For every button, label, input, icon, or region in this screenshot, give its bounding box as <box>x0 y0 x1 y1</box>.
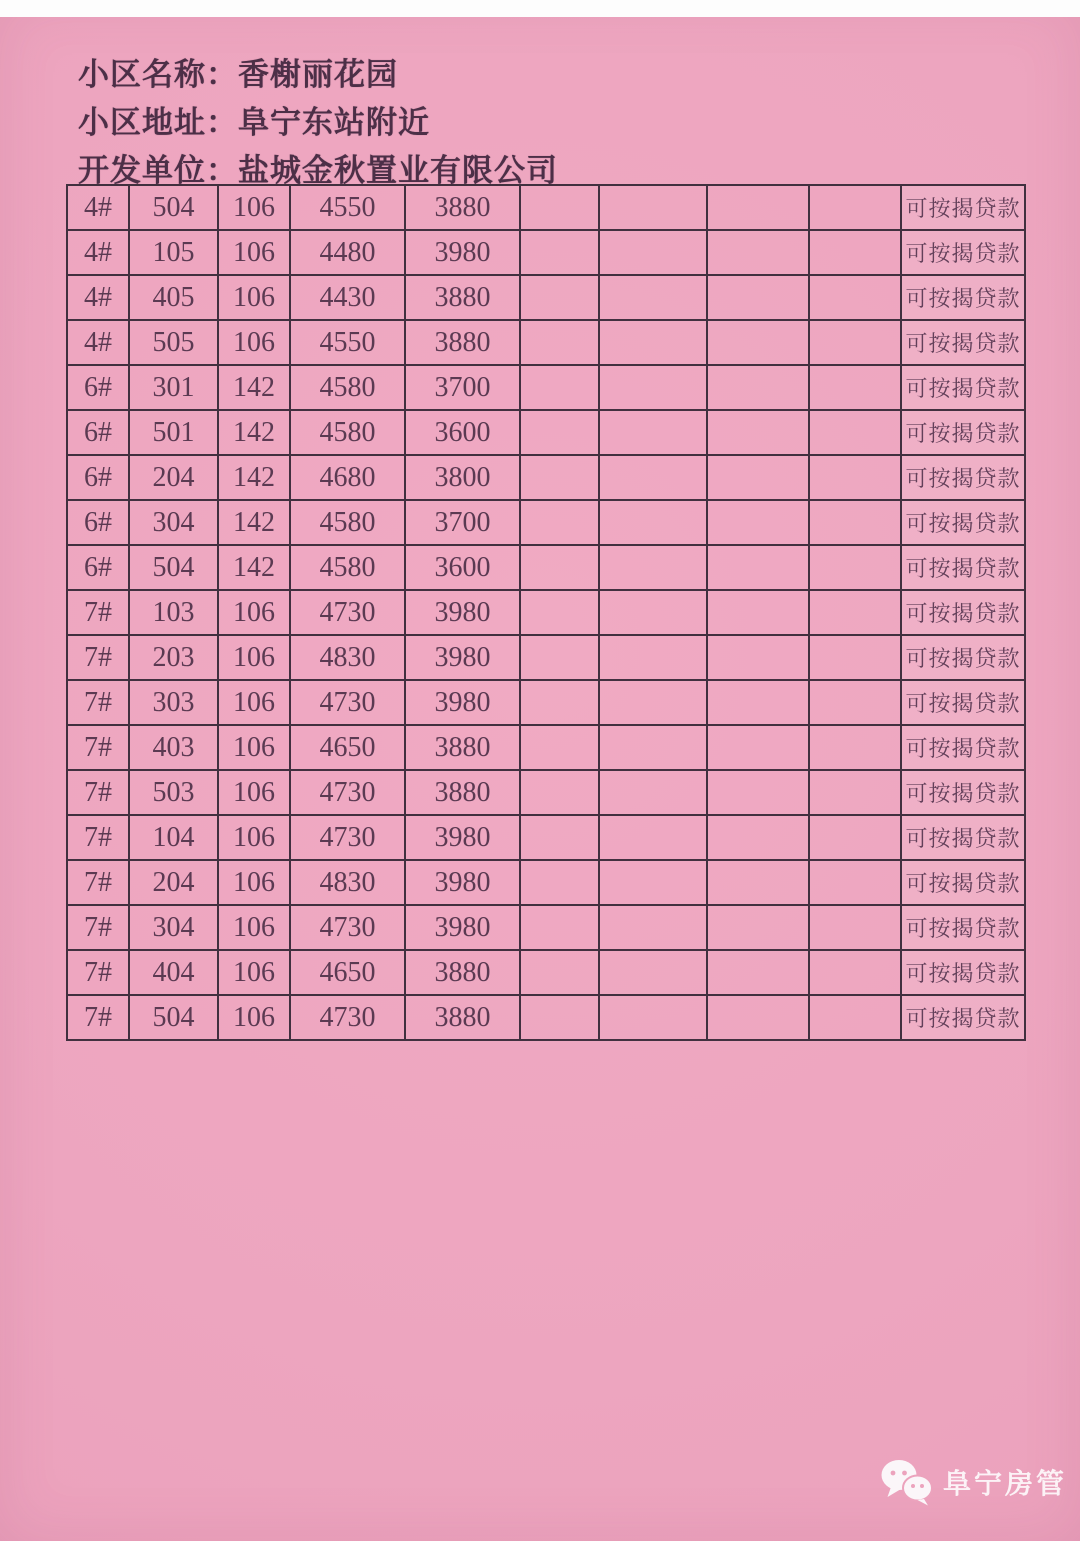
cell-price-a: 4580 <box>290 365 405 410</box>
cell-price-a: 4730 <box>290 905 405 950</box>
cell-blank-2 <box>599 365 707 410</box>
cell-price-a: 4580 <box>290 500 405 545</box>
cell-remark: 可按揭贷款 <box>901 275 1025 320</box>
cell-blank-1 <box>520 725 599 770</box>
table-row <box>67 545 1025 590</box>
cell-blank-2 <box>599 995 707 1040</box>
cell-blank-4 <box>809 680 901 725</box>
cell-building: 4# <box>67 230 129 275</box>
cell-blank-2 <box>599 545 707 590</box>
cell-price-a: 4550 <box>290 185 405 230</box>
table-row <box>67 950 1025 995</box>
cell-room: 505 <box>129 320 218 365</box>
cell-remark: 可按揭贷款 <box>901 320 1025 365</box>
cell-blank-3 <box>707 590 809 635</box>
table-row <box>67 500 1025 545</box>
cell-room: 405 <box>129 275 218 320</box>
cell-blank-1 <box>520 860 599 905</box>
cell-blank-4 <box>809 860 901 905</box>
table-row <box>67 320 1025 365</box>
cell-area: 106 <box>218 725 290 770</box>
cell-area: 106 <box>218 680 290 725</box>
table-row <box>67 905 1025 950</box>
cell-price-a: 4730 <box>290 815 405 860</box>
cell-remark: 可按揭贷款 <box>901 455 1025 500</box>
cell-blank-1 <box>520 590 599 635</box>
cell-building: 6# <box>67 545 129 590</box>
cell-blank-1 <box>520 185 599 230</box>
cell-blank-3 <box>707 455 809 500</box>
cell-blank-2 <box>599 635 707 680</box>
cell-price-b: 3700 <box>405 365 520 410</box>
cell-blank-3 <box>707 995 809 1040</box>
cell-blank-4 <box>809 230 901 275</box>
cell-blank-1 <box>520 230 599 275</box>
cell-remark: 可按揭贷款 <box>901 905 1025 950</box>
community-name-label: 小区名称： <box>78 57 238 92</box>
cell-area: 142 <box>218 410 290 455</box>
cell-building: 7# <box>67 770 129 815</box>
cell-building: 6# <box>67 365 129 410</box>
cell-building: 7# <box>67 815 129 860</box>
cell-room: 103 <box>129 590 218 635</box>
cell-area: 142 <box>218 365 290 410</box>
cell-area: 106 <box>218 995 290 1040</box>
cell-building: 6# <box>67 455 129 500</box>
cell-price-b: 3880 <box>405 275 520 320</box>
document-header <box>78 49 558 193</box>
cell-blank-2 <box>599 185 707 230</box>
cell-room: 501 <box>129 410 218 455</box>
developer-label: 开发单位： <box>78 153 238 188</box>
cell-price-a: 4430 <box>290 275 405 320</box>
cell-blank-2 <box>599 950 707 995</box>
cell-price-b: 3880 <box>405 725 520 770</box>
cell-area: 106 <box>218 815 290 860</box>
cell-room: 504 <box>129 185 218 230</box>
cell-price-b: 3980 <box>405 815 520 860</box>
cell-blank-3 <box>707 320 809 365</box>
cell-price-b: 3980 <box>405 905 520 950</box>
cell-price-b: 3800 <box>405 455 520 500</box>
table-row <box>67 770 1025 815</box>
cell-price-a: 4650 <box>290 725 405 770</box>
cell-blank-2 <box>599 815 707 860</box>
watermark-text: 阜宁房管 <box>943 1468 1068 1499</box>
cell-area: 106 <box>218 860 290 905</box>
cell-blank-4 <box>809 635 901 680</box>
cell-price-a: 4730 <box>290 770 405 815</box>
cell-price-a: 4730 <box>290 995 405 1040</box>
cell-price-b: 3600 <box>405 410 520 455</box>
cell-area: 106 <box>218 185 290 230</box>
cell-area: 106 <box>218 770 290 815</box>
cell-price-b: 3980 <box>405 635 520 680</box>
cell-blank-1 <box>520 995 599 1040</box>
cell-blank-1 <box>520 500 599 545</box>
cell-price-a: 4830 <box>290 860 405 905</box>
cell-building: 6# <box>67 500 129 545</box>
table-row <box>67 680 1025 725</box>
cell-room: 204 <box>129 455 218 500</box>
cell-price-b: 3880 <box>405 320 520 365</box>
cell-price-a: 4480 <box>290 230 405 275</box>
cell-area: 106 <box>218 230 290 275</box>
scan-edge-strip <box>0 0 1080 17</box>
cell-blank-1 <box>520 680 599 725</box>
community-address-label: 小区地址： <box>78 105 238 140</box>
cell-room: 204 <box>129 860 218 905</box>
cell-remark: 可按揭贷款 <box>901 950 1025 995</box>
cell-blank-1 <box>520 635 599 680</box>
cell-blank-1 <box>520 770 599 815</box>
cell-blank-4 <box>809 545 901 590</box>
cell-blank-2 <box>599 725 707 770</box>
cell-room: 105 <box>129 230 218 275</box>
cell-blank-2 <box>599 860 707 905</box>
cell-building: 7# <box>67 860 129 905</box>
price-table-body <box>67 185 1025 1040</box>
cell-remark: 可按揭贷款 <box>901 680 1025 725</box>
cell-area: 142 <box>218 455 290 500</box>
cell-price-b: 3700 <box>405 500 520 545</box>
cell-price-a: 4730 <box>290 590 405 635</box>
table-row <box>67 275 1025 320</box>
cell-blank-2 <box>599 905 707 950</box>
cell-area: 106 <box>218 275 290 320</box>
cell-blank-4 <box>809 275 901 320</box>
cell-room: 504 <box>129 995 218 1040</box>
cell-building: 7# <box>67 590 129 635</box>
cell-price-a: 4580 <box>290 545 405 590</box>
community-name-value: 香榭丽花园 <box>238 57 398 92</box>
cell-blank-3 <box>707 635 809 680</box>
cell-blank-4 <box>809 500 901 545</box>
cell-blank-4 <box>809 590 901 635</box>
cell-room: 104 <box>129 815 218 860</box>
cell-blank-4 <box>809 905 901 950</box>
cell-blank-3 <box>707 185 809 230</box>
table-row <box>67 230 1025 275</box>
cell-blank-4 <box>809 725 901 770</box>
cell-blank-4 <box>809 185 901 230</box>
cell-area: 142 <box>218 545 290 590</box>
cell-remark: 可按揭贷款 <box>901 725 1025 770</box>
cell-building: 7# <box>67 995 129 1040</box>
table-row <box>67 725 1025 770</box>
cell-blank-4 <box>809 995 901 1040</box>
cell-price-b: 3880 <box>405 950 520 995</box>
cell-blank-2 <box>599 590 707 635</box>
cell-blank-2 <box>599 275 707 320</box>
developer-value: 盐城金秋置业有限公司 <box>238 153 558 188</box>
cell-price-b: 3980 <box>405 860 520 905</box>
cell-price-b: 3980 <box>405 230 520 275</box>
cell-blank-3 <box>707 275 809 320</box>
cell-remark: 可按揭贷款 <box>901 590 1025 635</box>
table-row <box>67 455 1025 500</box>
cell-remark: 可按揭贷款 <box>901 860 1025 905</box>
cell-room: 304 <box>129 500 218 545</box>
cell-remark: 可按揭贷款 <box>901 500 1025 545</box>
cell-blank-3 <box>707 545 809 590</box>
cell-blank-1 <box>520 545 599 590</box>
cell-room: 203 <box>129 635 218 680</box>
cell-area: 142 <box>218 500 290 545</box>
cell-blank-3 <box>707 725 809 770</box>
cell-blank-3 <box>707 905 809 950</box>
community-address-value: 阜宁东站附近 <box>238 105 430 140</box>
cell-building: 6# <box>67 410 129 455</box>
cell-blank-2 <box>599 455 707 500</box>
cell-blank-1 <box>520 815 599 860</box>
cell-remark: 可按揭贷款 <box>901 410 1025 455</box>
price-table-wrap <box>66 184 1024 1041</box>
cell-area: 106 <box>218 635 290 680</box>
cell-room: 301 <box>129 365 218 410</box>
cell-blank-1 <box>520 320 599 365</box>
cell-blank-1 <box>520 275 599 320</box>
cell-room: 403 <box>129 725 218 770</box>
cell-building: 4# <box>67 275 129 320</box>
cell-area: 106 <box>218 950 290 995</box>
cell-blank-1 <box>520 410 599 455</box>
cell-blank-3 <box>707 950 809 995</box>
cell-area: 106 <box>218 905 290 950</box>
cell-price-a: 4730 <box>290 680 405 725</box>
cell-blank-4 <box>809 365 901 410</box>
cell-remark: 可按揭贷款 <box>901 635 1025 680</box>
wechat-icon <box>880 1458 934 1506</box>
cell-price-b: 3980 <box>405 590 520 635</box>
cell-price-a: 4650 <box>290 950 405 995</box>
cell-remark: 可按揭贷款 <box>901 995 1025 1040</box>
cell-price-a: 4580 <box>290 410 405 455</box>
cell-remark: 可按揭贷款 <box>901 770 1025 815</box>
price-table <box>66 184 1026 1041</box>
cell-price-b: 3600 <box>405 545 520 590</box>
cell-area: 106 <box>218 320 290 365</box>
cell-remark: 可按揭贷款 <box>901 545 1025 590</box>
cell-price-a: 4680 <box>290 455 405 500</box>
table-row <box>67 815 1025 860</box>
cell-blank-4 <box>809 320 901 365</box>
cell-blank-1 <box>520 950 599 995</box>
cell-blank-4 <box>809 410 901 455</box>
cell-building: 4# <box>67 185 129 230</box>
cell-building: 7# <box>67 725 129 770</box>
cell-price-b: 3980 <box>405 680 520 725</box>
cell-blank-3 <box>707 860 809 905</box>
table-row <box>67 590 1025 635</box>
cell-blank-2 <box>599 320 707 365</box>
cell-blank-4 <box>809 770 901 815</box>
cell-blank-3 <box>707 410 809 455</box>
cell-blank-3 <box>707 770 809 815</box>
table-row <box>67 365 1025 410</box>
cell-room: 404 <box>129 950 218 995</box>
cell-room: 504 <box>129 545 218 590</box>
table-row <box>67 995 1025 1040</box>
cell-remark: 可按揭贷款 <box>901 230 1025 275</box>
cell-building: 7# <box>67 905 129 950</box>
cell-blank-1 <box>520 905 599 950</box>
community-name-line <box>78 49 558 97</box>
cell-blank-3 <box>707 500 809 545</box>
cell-price-a: 4550 <box>290 320 405 365</box>
cell-remark: 可按揭贷款 <box>901 365 1025 410</box>
table-row <box>67 860 1025 905</box>
cell-price-a: 4830 <box>290 635 405 680</box>
cell-blank-2 <box>599 230 707 275</box>
cell-blank-3 <box>707 230 809 275</box>
cell-blank-2 <box>599 500 707 545</box>
table-row <box>67 410 1025 455</box>
cell-remark: 可按揭贷款 <box>901 815 1025 860</box>
cell-blank-4 <box>809 950 901 995</box>
cell-blank-2 <box>599 770 707 815</box>
cell-remark: 可按揭贷款 <box>901 185 1025 230</box>
table-row <box>67 635 1025 680</box>
cell-building: 7# <box>67 635 129 680</box>
cell-blank-2 <box>599 410 707 455</box>
cell-price-b: 3880 <box>405 770 520 815</box>
community-address-line <box>78 97 558 145</box>
cell-blank-3 <box>707 815 809 860</box>
cell-room: 503 <box>129 770 218 815</box>
cell-room: 304 <box>129 905 218 950</box>
cell-building: 7# <box>67 680 129 725</box>
cell-building: 7# <box>67 950 129 995</box>
table-row <box>67 185 1025 230</box>
cell-price-b: 3880 <box>405 995 520 1040</box>
cell-blank-4 <box>809 815 901 860</box>
cell-price-b: 3880 <box>405 185 520 230</box>
watermark <box>880 1458 1067 1506</box>
cell-building: 4# <box>67 320 129 365</box>
cell-blank-1 <box>520 455 599 500</box>
cell-blank-3 <box>707 680 809 725</box>
cell-room: 303 <box>129 680 218 725</box>
cell-blank-2 <box>599 680 707 725</box>
cell-blank-4 <box>809 455 901 500</box>
cell-area: 106 <box>218 590 290 635</box>
cell-blank-1 <box>520 365 599 410</box>
cell-blank-3 <box>707 365 809 410</box>
